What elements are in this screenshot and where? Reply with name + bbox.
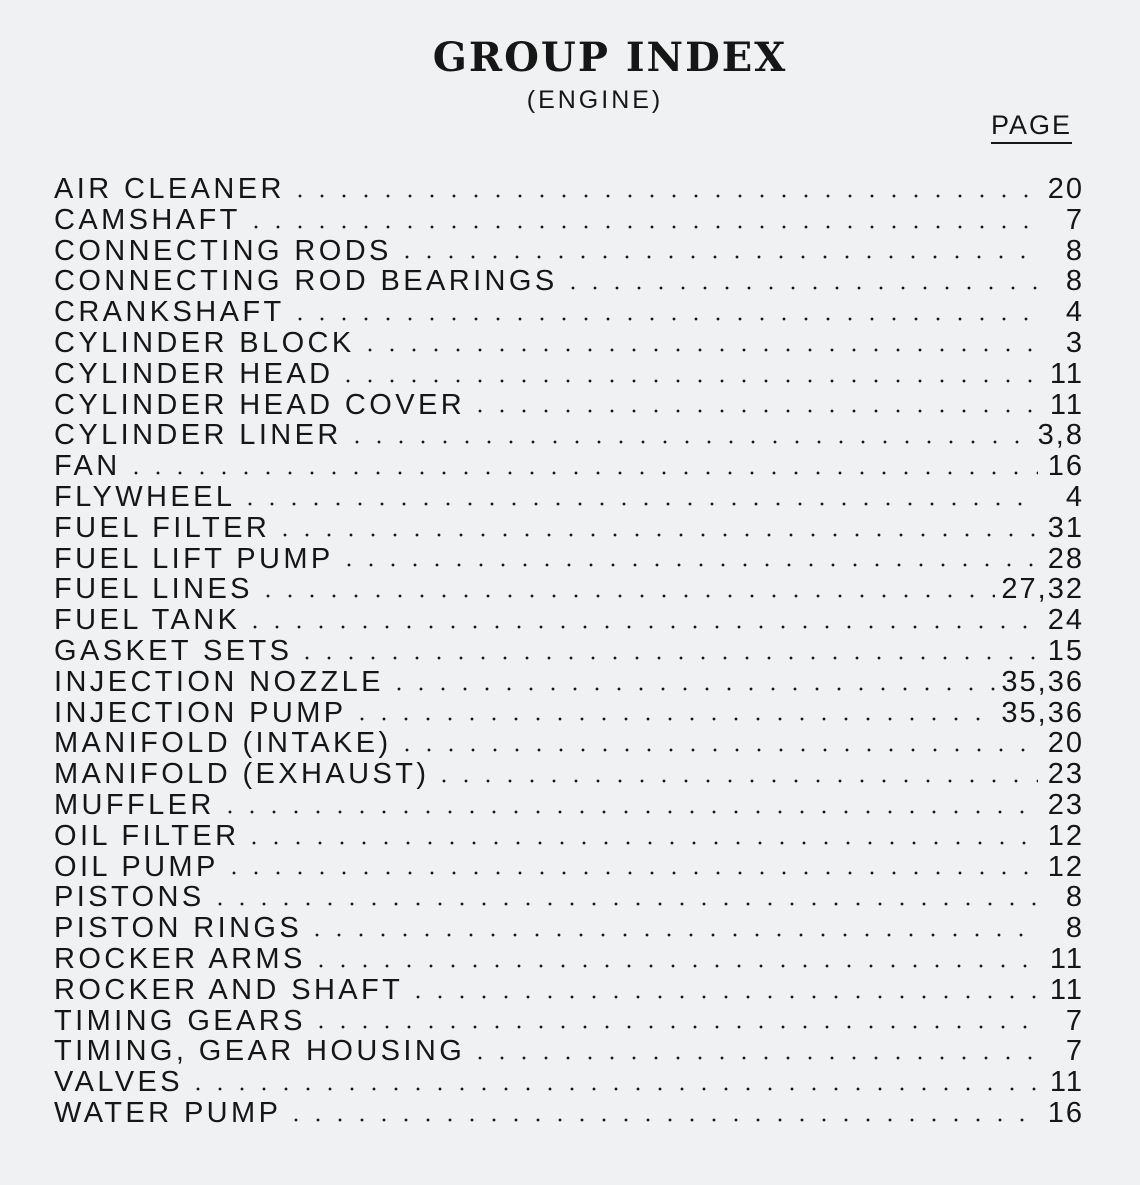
- entry-name: MANIFOLD (INTAKE): [54, 727, 392, 760]
- entry-page-number: 8: [1065, 234, 1084, 267]
- entry-name: INJECTION PUMP: [54, 696, 347, 729]
- index-entry: [54, 913, 1084, 944]
- dot-leader: [257, 594, 995, 598]
- entry-page-number: 7: [1065, 1035, 1084, 1068]
- index-entry: [54, 390, 1084, 421]
- page-title: GROUP INDEX: [432, 34, 788, 81]
- dot-leader: [219, 810, 1038, 814]
- dot-leader: [396, 255, 1038, 259]
- entry-name: CRANKSHAFT: [54, 296, 285, 329]
- entry-name: FLYWHEEL: [54, 480, 236, 513]
- index-entry: [54, 882, 1084, 913]
- entry-page-number: 4: [1065, 480, 1084, 513]
- entry-page-number: 15: [1047, 634, 1084, 667]
- index-entry: [54, 667, 1084, 698]
- dot-leader: [285, 1118, 1038, 1122]
- dot-leader: [209, 902, 1038, 906]
- dot-leader: [338, 563, 1038, 567]
- dot-leader: [274, 533, 1038, 537]
- entry-name: CAMSHAFT: [54, 203, 241, 236]
- entry-name: CYLINDER HEAD: [54, 357, 334, 390]
- entry-name: VALVES: [54, 1066, 183, 1099]
- dot-leader: [223, 871, 1038, 875]
- dot-leader: [337, 379, 1038, 383]
- entry-page-number: 8: [1065, 912, 1084, 945]
- index-entry: [54, 636, 1084, 667]
- index-entry: [54, 328, 1084, 359]
- index-entry: [54, 513, 1084, 544]
- dot-leader: [239, 502, 1038, 506]
- entry-page-number: 12: [1047, 850, 1084, 883]
- entry-name: PISTON RINGS: [54, 912, 303, 945]
- index-entry: [54, 451, 1084, 482]
- dot-leader: [469, 1056, 1038, 1060]
- entry-name: FUEL LIFT PUMP: [54, 542, 334, 575]
- dot-leader: [407, 995, 1038, 999]
- index-entry: [54, 975, 1084, 1006]
- index-entry: [54, 297, 1084, 328]
- index-entry: [54, 852, 1084, 883]
- entry-page-number: 8: [1065, 881, 1084, 914]
- entry-page-number: 3: [1065, 326, 1084, 359]
- page-column-header: PAGE: [991, 110, 1072, 144]
- entry-page-number: 3,8: [1037, 419, 1084, 452]
- entry-name: FUEL FILTER: [54, 511, 271, 544]
- entry-name: CONNECTING RODS: [54, 234, 392, 267]
- index-entry: [54, 821, 1084, 852]
- entry-name: CYLINDER HEAD COVER: [54, 388, 466, 421]
- entry-name: ROCKER AND SHAFT: [54, 973, 404, 1006]
- entry-name: PISTONS: [54, 881, 205, 914]
- dot-leader: [245, 225, 1038, 229]
- index-entry: [54, 1006, 1084, 1037]
- dot-leader: [359, 348, 1038, 352]
- dot-leader: [396, 748, 1038, 752]
- entry-page-number: 12: [1047, 819, 1084, 852]
- dot-leader: [562, 286, 1038, 290]
- index-entry: [54, 174, 1084, 205]
- dot-leader: [310, 964, 1038, 968]
- entry-page-number: 35,36: [1001, 696, 1084, 729]
- dot-leader: [125, 471, 1038, 475]
- entry-page-number: 11: [1049, 388, 1084, 421]
- entry-page-number: 24: [1047, 604, 1084, 637]
- entry-name: MUFFLER: [54, 788, 215, 821]
- entry-name: FUEL LINES: [54, 573, 253, 606]
- index-entry: [54, 759, 1084, 790]
- entry-page-number: 8: [1065, 265, 1084, 298]
- entry-name: ROCKER ARMS: [54, 942, 306, 975]
- index-entry: [54, 605, 1084, 636]
- index-entry: [54, 1036, 1084, 1067]
- index-entry: [54, 359, 1084, 390]
- entry-name: WATER PUMP: [54, 1096, 282, 1129]
- entry-page-number: 20: [1047, 173, 1084, 205]
- entry-page-number: 35,36: [1001, 665, 1084, 698]
- entry-name: GASKET SETS: [54, 634, 293, 667]
- entry-name: INJECTION NOZZLE: [54, 665, 384, 698]
- index-entry: [54, 728, 1084, 759]
- entry-name: CONNECTING ROD BEARINGS: [54, 265, 558, 298]
- index-entry: [54, 544, 1084, 575]
- dot-leader: [310, 1025, 1038, 1029]
- index-entry: [54, 574, 1084, 605]
- entry-page-number: 7: [1065, 1004, 1084, 1037]
- entry-page-number: 4: [1065, 296, 1084, 329]
- index-entry: [54, 266, 1084, 297]
- dot-leader: [351, 717, 996, 721]
- entry-page-number: 23: [1047, 758, 1084, 791]
- entry-page-number: 23: [1047, 788, 1084, 821]
- entry-name: FAN: [54, 450, 121, 483]
- dot-leader: [388, 687, 996, 691]
- index-entry: [54, 482, 1084, 513]
- dot-leader: [289, 317, 1038, 321]
- entry-name: AIR CLEANER: [54, 173, 285, 205]
- index-entry: [54, 790, 1084, 821]
- entry-page-number: 11: [1049, 973, 1084, 1006]
- index-entry: [54, 420, 1084, 451]
- index-entry: [54, 698, 1084, 729]
- entry-name: TIMING GEARS: [54, 1004, 306, 1037]
- entry-name: OIL FILTER: [54, 819, 240, 852]
- entry-page-number: 11: [1049, 357, 1084, 390]
- entry-page-number: 16: [1047, 450, 1084, 483]
- dot-leader: [469, 409, 1038, 413]
- entry-name: CYLINDER BLOCK: [54, 326, 355, 359]
- index-entry: [54, 205, 1084, 236]
- entry-page-number: 7: [1065, 203, 1084, 236]
- entry-name: TIMING, GEAR HOUSING: [54, 1035, 466, 1068]
- index-list: [54, 174, 1084, 1129]
- entry-page-number: 11: [1049, 942, 1084, 975]
- dot-leader: [296, 656, 1038, 660]
- entry-name: OIL PUMP: [54, 850, 219, 883]
- dot-leader: [243, 841, 1038, 845]
- dot-leader: [346, 440, 1032, 444]
- entry-name: CYLINDER LINER: [54, 419, 342, 452]
- page-subtitle: (ENGINE): [526, 86, 664, 114]
- index-entry: [54, 944, 1084, 975]
- entry-page-number: 16: [1047, 1096, 1084, 1129]
- dot-leader: [187, 1087, 1038, 1091]
- index-entry: [54, 1098, 1084, 1129]
- dot-leader: [244, 625, 1038, 629]
- index-entry: [54, 1067, 1084, 1098]
- entry-name: MANIFOLD (EXHAUST): [54, 758, 430, 791]
- dot-leader: [433, 779, 1038, 783]
- entry-page-number: 20: [1047, 727, 1084, 760]
- dot-leader: [289, 194, 1038, 198]
- entry-page-number: 31: [1047, 511, 1084, 544]
- dot-leader: [306, 933, 1038, 937]
- index-entry: [54, 236, 1084, 267]
- entry-name: FUEL TANK: [54, 604, 241, 637]
- entry-page-number: 11: [1049, 1066, 1084, 1099]
- entry-page-number: 28: [1047, 542, 1084, 575]
- entry-page-number: 27,32: [1001, 573, 1084, 606]
